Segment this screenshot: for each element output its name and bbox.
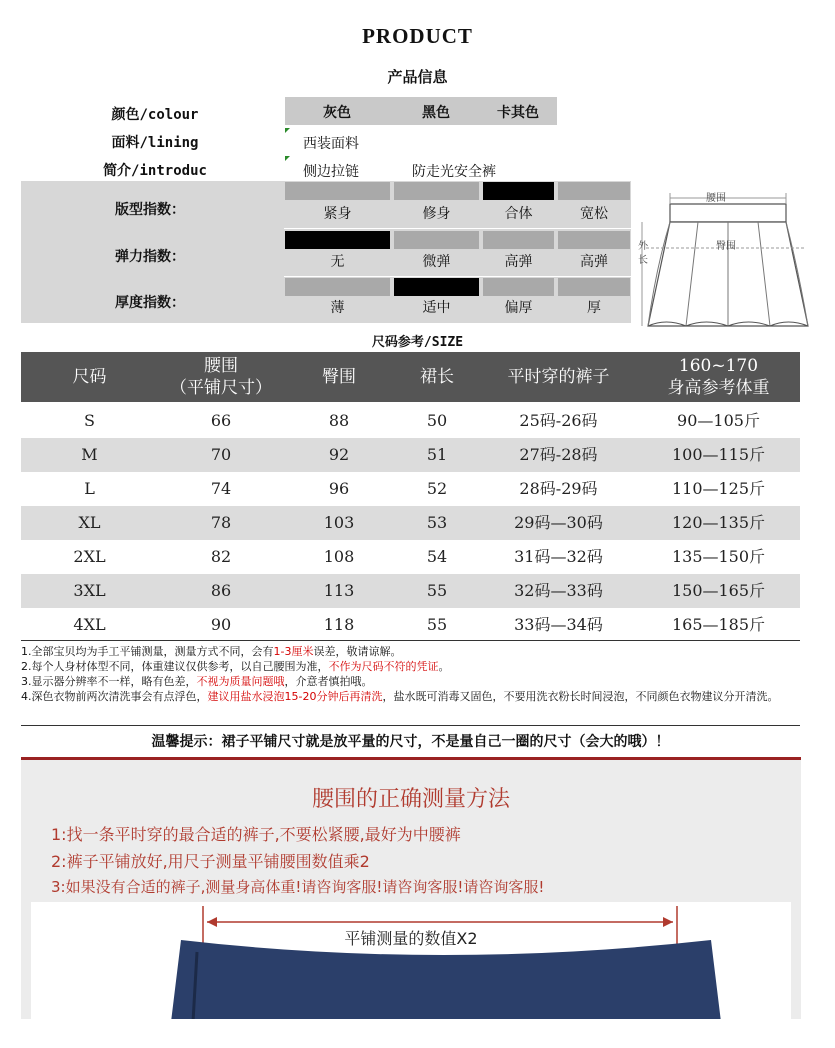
measure-step-2: 2:裤子平铺放好,用尺子测量平铺腰围数值乘2 (51, 852, 370, 871)
skirt-diagram (636, 188, 816, 338)
page-title: PRODUCT (362, 24, 473, 48)
table-row (21, 574, 800, 608)
table-cell: 86 (210, 581, 232, 600)
table-cell: 120—135斤 (671, 513, 766, 532)
table-cell: 108 (323, 547, 355, 566)
thickness-option: 适中 (422, 300, 451, 316)
colour-khaki: 卡其色 (497, 105, 539, 121)
fit-option: 紧身 (323, 206, 352, 222)
size-table-header (21, 352, 800, 402)
table-cell: 118 (323, 615, 355, 634)
table-cell: 74 (210, 479, 232, 498)
thickness-seg-2 (483, 278, 554, 296)
table-cell: 103 (323, 513, 355, 532)
table-cell: 55 (426, 581, 448, 600)
table-cell: 82 (210, 547, 232, 566)
stretch-seg-2 (483, 231, 554, 249)
measure-arrow (21, 900, 801, 1019)
thickness-seg-1 (394, 278, 479, 296)
measure-step-1: 1:找一条平时穿的最合适的裤子,不要松紧腰,最好为中腰裤 (51, 825, 461, 844)
stretch-index-label: 弹力指数： (115, 249, 185, 265)
table-cell: 135—150斤 (671, 547, 766, 566)
intro-value-2: 防走光安全裤 (412, 164, 496, 180)
table-cell: 165—185斤 (671, 615, 766, 634)
fit-option: 宽松 (580, 206, 608, 222)
tip-rule (21, 725, 800, 726)
fit-seg-2 (483, 182, 554, 200)
table-cell: 96 (328, 479, 350, 498)
table-cell: 92 (328, 445, 350, 464)
fit-seg-3 (558, 182, 630, 200)
cell-marker (285, 128, 290, 133)
table-bottom-rule (21, 640, 800, 641)
colour-grey: 灰色 (323, 105, 351, 121)
table-cell: 150—165斤 (671, 581, 766, 600)
table-row (21, 404, 800, 438)
colour-black: 黑色 (422, 105, 450, 121)
table-cell: 66 (210, 411, 232, 430)
table-cell: 3XL (73, 581, 106, 600)
table-cell: 113 (323, 581, 355, 600)
fit-seg-0 (285, 182, 390, 200)
th-size: 尺码 (72, 367, 107, 387)
table-cell: 27码-28码 (519, 445, 598, 464)
table-cell: 70 (210, 445, 232, 464)
table-cell: 32码—33码 (514, 581, 603, 600)
fit-option: 合体 (504, 206, 533, 222)
thickness-option: 厚 (587, 300, 601, 316)
stretch-seg-1 (394, 231, 479, 249)
colour-bar (285, 97, 557, 125)
note-2: 2.每个人身材体型不同，体重建议仅供参考，以自己腰围为准，不作为尺码不符的凭证。 (21, 660, 450, 673)
stretch-option: 无 (330, 254, 345, 270)
stretch-option: 高弹 (504, 254, 533, 270)
product-info-heading: 产品信息 (387, 68, 448, 86)
th-length: 裙长 (420, 367, 454, 387)
table-row (21, 608, 800, 642)
measure-title: 腰围的正确测量方法 (311, 787, 510, 812)
table-row (21, 472, 800, 506)
note-3: 3.显示器分辨率不一样，略有色差，不视为质量问题哦，介意者慎拍哦。 (21, 675, 373, 688)
table-cell: 78 (210, 513, 232, 532)
table-cell: 90—105斤 (677, 411, 760, 430)
lining-label: 面料/lining (111, 135, 199, 151)
table-cell: 52 (426, 479, 448, 498)
table-cell: 54 (426, 547, 448, 566)
fit-index-label: 版型指数： (115, 202, 185, 218)
measure-step-3: 3:如果没有合适的裤子,测量身高体重!请咨询客服!请咨询客服!请咨询客服! (51, 878, 545, 896)
table-cell: S (84, 411, 95, 430)
thickness-option: 薄 (330, 300, 345, 316)
table-cell: 90 (210, 615, 232, 634)
th-weight: 160~170 身高参考体重 (667, 356, 770, 398)
table-cell: 4XL (73, 615, 106, 634)
table-cell: M (81, 445, 98, 464)
table-cell: 28码-29码 (519, 479, 598, 498)
notes (21, 644, 811, 704)
diagram-length-label: 外长 (638, 241, 648, 266)
thickness-seg-0 (285, 278, 390, 296)
thickness-option: 偏厚 (504, 300, 533, 316)
table-cell: 50 (426, 411, 448, 430)
stretch-seg-3 (558, 231, 630, 249)
table-row (21, 540, 800, 574)
fit-option: 修身 (422, 206, 451, 222)
size-caption: 尺码参考/SIZE (371, 335, 464, 350)
table-cell: 31码—32码 (514, 547, 603, 566)
thickness-index-label: 厚度指数： (115, 295, 185, 311)
th-hip: 臀围 (322, 367, 356, 387)
table-cell: 29码—30码 (514, 513, 603, 532)
table-row (21, 506, 800, 540)
diagram-waist-label: 腰围 (706, 193, 726, 204)
warm-tip: 温馨提示：裙子平铺尺寸就是放平量的尺寸，不是量自己一圈的尺寸（会大的哦）！ (151, 734, 670, 750)
stretch-option: 微弹 (422, 254, 451, 270)
table-cell: 100—115斤 (671, 445, 766, 464)
fit-seg-1 (394, 182, 479, 200)
th-pants: 平时穿的裤子 (507, 367, 610, 387)
table-cell: 55 (426, 615, 448, 634)
table-cell: 88 (328, 411, 350, 430)
th-waist: 腰围 （平铺尺寸） (170, 356, 272, 398)
table-cell: 25码-26码 (519, 411, 598, 430)
table-cell: XL (78, 513, 101, 532)
cell-marker (285, 156, 290, 161)
table-cell: 53 (426, 513, 448, 532)
lining-value: 西装面料 (303, 136, 359, 152)
table-cell: L (84, 479, 95, 498)
thickness-seg-3 (558, 278, 630, 296)
measure-guide-image (21, 757, 801, 1019)
table-cell: 2XL (73, 547, 106, 566)
table-cell: 110—125斤 (671, 479, 766, 498)
colour-label: 颜色/colour (111, 107, 199, 123)
table-row (21, 438, 800, 472)
stretch-seg-0 (285, 231, 390, 249)
intro-value-1: 侧边拉链 (303, 164, 359, 180)
table-cell: 51 (426, 445, 448, 464)
note-1: 1.全部宝贝均为手工平铺测量，测量方式不同，会有1-3厘米误差，敬请谅解。 (21, 645, 402, 658)
table-cell: 33码—34码 (514, 615, 603, 634)
stretch-option: 高弹 (580, 254, 608, 270)
diagram-hip-label: 臀围 (716, 241, 736, 252)
intro-label: 简介/introduc (103, 163, 207, 179)
note-4: 4.深色衣物前两次清洗事会有点浮色，建议用盐水浸泡15-20分钟后再清洗，盐水既可消毒又固色，不要用洗衣粉长时间浸泡，不同颜色衣物建议分开清洗。 (21, 690, 779, 703)
measure-arrow-label: 平铺测量的数值X2 (344, 929, 478, 948)
